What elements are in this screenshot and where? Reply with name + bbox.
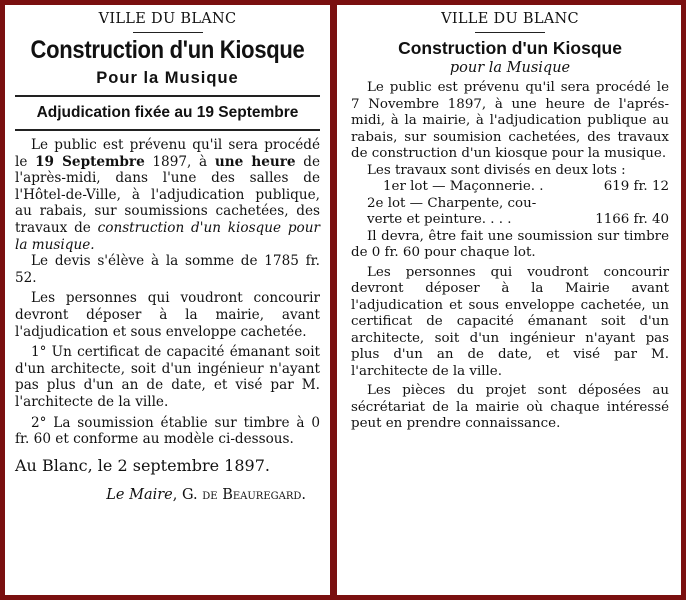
headline: Construction d'un Kiosque <box>30 35 305 64</box>
paragraph: Le public est prévenu qu'il sera procédé le 19 Septembre 1897, à une heure de l'après-midi, dans l'une des salles de l'Hôtel-de-Ville, à l'adjudication publique, au rabais, sur soumissions cachetées, des travaux de construction d'un kiosque pour la musique. <box>15 137 321 253</box>
lot-1: 1er lot — Maçonnerie. . 619 fr. 12 <box>383 179 669 194</box>
paragraph: Il devra, être fait une soumission sur timbre de 0 fr. 60 pour chaque lot. <box>351 228 669 260</box>
paragraph: Les pièces du projet sont déposées au sécrétariat de la mairie où chaque intéressé peut en prendre connaissance. <box>351 383 669 431</box>
right-notice <box>337 5 681 595</box>
paragraph: Le public est prévenu qu'il sera procédé le 7 Novembre 1897, à une heure de l'aprés-midi, à la mairie, à l'adjudication publique au rabais, sur soumision cachetées, des travaux de construction d'un kiosque pour la musique. <box>351 80 669 161</box>
divider <box>15 95 320 97</box>
subheadline: Pour la Musique <box>96 69 239 87</box>
paragraph: Le devis s'élève à la somme de 1785 fr. 52. <box>15 253 320 286</box>
short-rule <box>475 32 545 33</box>
short-rule <box>133 32 203 33</box>
signature: Le Maire, G. de Beauregard. <box>106 486 306 503</box>
paragraph: Les travaux sont divisés en deux lots : <box>367 162 626 178</box>
paragraph: 1° Un certificat de capacité émanant soit d'un architecte, soit d'un ingénieur n'ayant pas plus d'un an de date, et visé par M. l'architecte de la ville. <box>15 344 320 410</box>
date-line: Au Blanc, le 2 septembre 1897. <box>15 455 270 475</box>
paragraph: 2° La soumission établie sur timbre à 0 fr. 60 et conforme au modèle ci-dessous. <box>15 414 320 448</box>
headline: Construction d'un Kiosque <box>398 38 622 58</box>
paragraph: Les personnes qui voudront concourir devront déposer à la mairie, avant l'adjudication et sous enveloppe cachetée. <box>15 290 320 340</box>
town-heading: VILLE DU BLANC <box>441 11 579 27</box>
left-notice <box>5 5 330 595</box>
paragraph: Les personnes qui voudront concourir devront déposer à la Mairie avant l'adjudication et sous enveloppe cachetée, un certificat de capacité émanant soit d'un architecte, soit d'un ingénieur n'ayant pas plus d'un an de date, et visé par M. l'architecte de la ville. <box>351 264 669 379</box>
subheadline: pour la Musique <box>449 60 571 76</box>
lot-2: 2e lot — Charpente, cou- verte et peinture. . . . 1166 fr. 40 <box>367 195 669 227</box>
adjudication-heading: Adjudication fixée au 19 Septembre <box>36 104 299 121</box>
town-heading: VILLE DU BLANC <box>98 11 237 27</box>
divider <box>15 129 320 131</box>
